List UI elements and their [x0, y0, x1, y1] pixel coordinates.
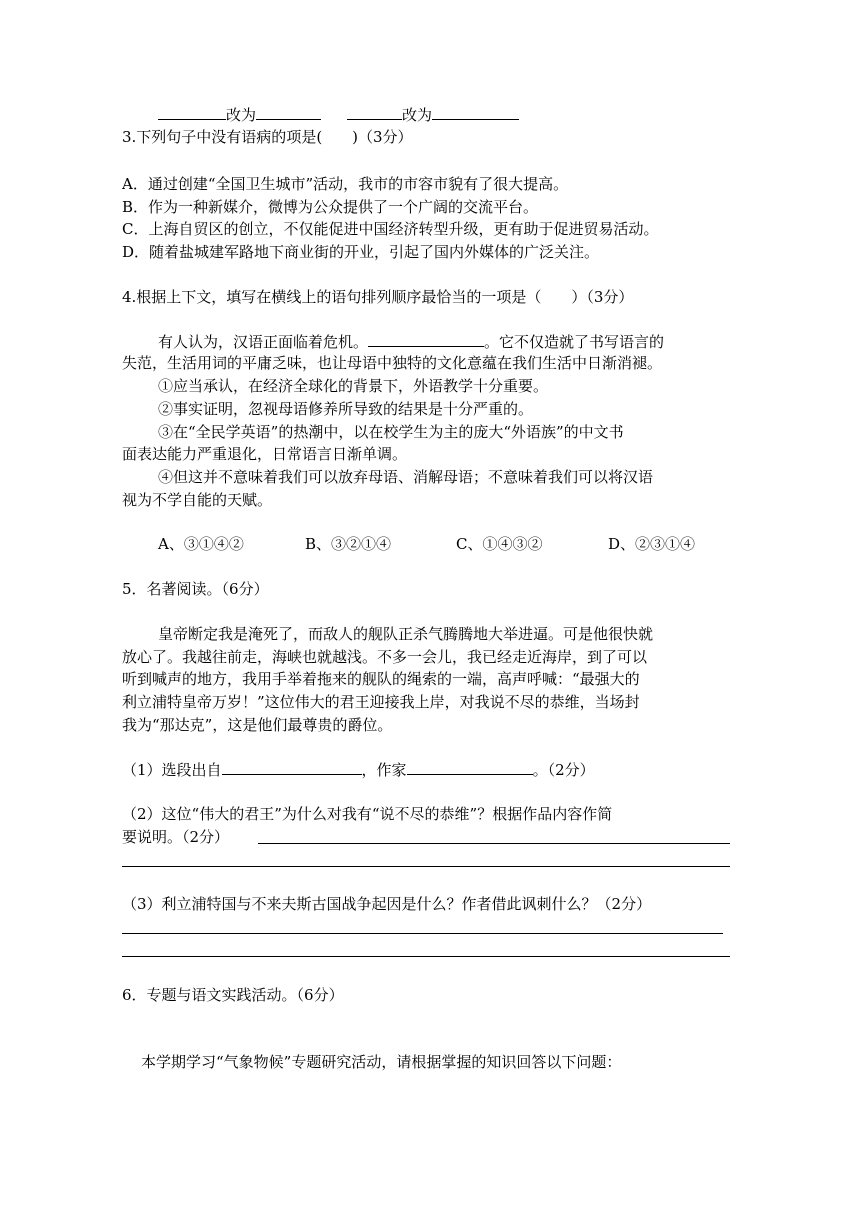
q5-passage-line: 利立浦特皇帝万岁！”这位伟大的君王迎接我上岸，对我说不尽的恭维，当场封 — [122, 693, 640, 711]
answer-line[interactable] — [258, 843, 730, 844]
q5-sub1-text: 。（2分） — [532, 761, 595, 779]
q4-text: 有人认为，汉语正面临着危机。 — [158, 333, 369, 351]
q4-option-b: B、③②①④ — [305, 535, 392, 553]
q4-option-a: A、③①④② — [158, 535, 244, 553]
q3-option-a: A．通过创建“全国卫生城市”活动，我市的市容市貌有了很大提高。 — [122, 175, 569, 193]
q6-intro: 本学期学习“气象物候”专题研究活动，请根据掌握的知识回答以下问题： — [141, 1053, 622, 1071]
q3-stem: 3.下列句子中没有语病的项是( )（3分） — [122, 128, 413, 146]
q5-passage-line: 皇帝断定我是淹死了，而敌人的舰队正杀气腾腾地大举进逼。可是他很快就 — [158, 625, 654, 643]
q5-sub1-text: （1）选段出自 — [122, 761, 222, 779]
q5-sub2-line2: 要说明。（2分） — [122, 828, 230, 846]
q6-stem: 6．专题与语文实践活动。（6分） — [122, 986, 344, 1004]
q4-text: 。它不仅造就了书写语言的 — [484, 333, 665, 351]
author-blank[interactable] — [407, 759, 533, 775]
q3-option-c: C．上海自贸区的创立，不仅能促进中国经济转型升级，更有助于促进贸易活动。 — [122, 220, 659, 238]
blank-line[interactable] — [347, 104, 402, 120]
q4-option-d: D、②③①④ — [608, 535, 696, 553]
answer-line[interactable] — [122, 866, 730, 867]
answer-line[interactable] — [122, 933, 723, 934]
q5-passage-line: 我为“那达克”，这是他们最尊贵的爵位。 — [122, 716, 393, 734]
q4-paragraph-line2: 失范，生活用词的平庸乏味，也让母语中独特的文化意蕴在我们生活中日渐消褪。 — [122, 354, 663, 372]
blank-suffix: 改为 — [402, 106, 433, 124]
q4-sentence-1: ①应当承认，在经济全球化的背景下，外语教学十分重要。 — [158, 377, 549, 395]
book-title-blank[interactable] — [222, 759, 362, 775]
q5-stem: 5．名著阅读。（6分） — [122, 580, 269, 598]
q5-sub2-line1: （2）这位“伟大的君王”为什么对我有“说不尽的恭维”？根据作品内容作简 — [122, 805, 613, 823]
q4-sentence-3-line2: 面表达能力严重退化，日常语言日渐单调。 — [122, 445, 408, 463]
q4-paragraph-line1 — [158, 331, 664, 352]
blank-line[interactable] — [256, 104, 321, 120]
q5-passage-line: 放心了。我越往前走，海峡也就越浅。不多一会儿，我已经走近海岸，到了可以 — [122, 648, 648, 666]
q4-blank[interactable] — [368, 331, 484, 347]
q5-sub1-text: ，作家 — [361, 761, 407, 779]
q5-sub3: （3）利立浦特国与不来夫斯古国战争起因是什么？作者借此讽刺什么？（2分） — [122, 895, 652, 913]
q3-option-d: D．随着盐城建军路地下商业街的开业，引起了国内外媒体的广泛关注。 — [122, 243, 600, 261]
q4-sentence-3-line1: ③在“全民学英语”的热潮中，以在校学生为主的庞大“外语族”的中文书 — [158, 423, 624, 441]
blank-line[interactable] — [432, 104, 519, 120]
q4-sentence-4-line2: 视为不学自能的天赋。 — [122, 491, 273, 509]
q5-passage-line: 听到喊声的地方，我用手举着拖来的舰队的绳索的一端，高声呼喊：“最强大的 — [122, 670, 640, 688]
q4-option-c: C、①④③② — [456, 535, 543, 553]
q4-sentence-2: ②事实证明，忽视母语修养所导致的结果是十分严重的。 — [158, 400, 534, 418]
correction-blanks — [158, 104, 519, 125]
blank-line[interactable] — [158, 104, 226, 120]
q5-sub1 — [122, 759, 595, 780]
blank-suffix: 改为 — [226, 106, 257, 124]
q4-stem: 4.根据上下文，填写在横线上的语句排列顺序最恰当的一项是（ ）（3分） — [122, 288, 634, 306]
q4-sentence-4-line1: ④但这并不意味着我们可以放弃母语、消解母语；不意味着我们可以将汉语 — [158, 468, 654, 486]
answer-line[interactable] — [122, 956, 730, 957]
q3-option-b: B．作为一种新媒介，微博为公众提供了一个广阔的交流平台。 — [122, 198, 539, 216]
